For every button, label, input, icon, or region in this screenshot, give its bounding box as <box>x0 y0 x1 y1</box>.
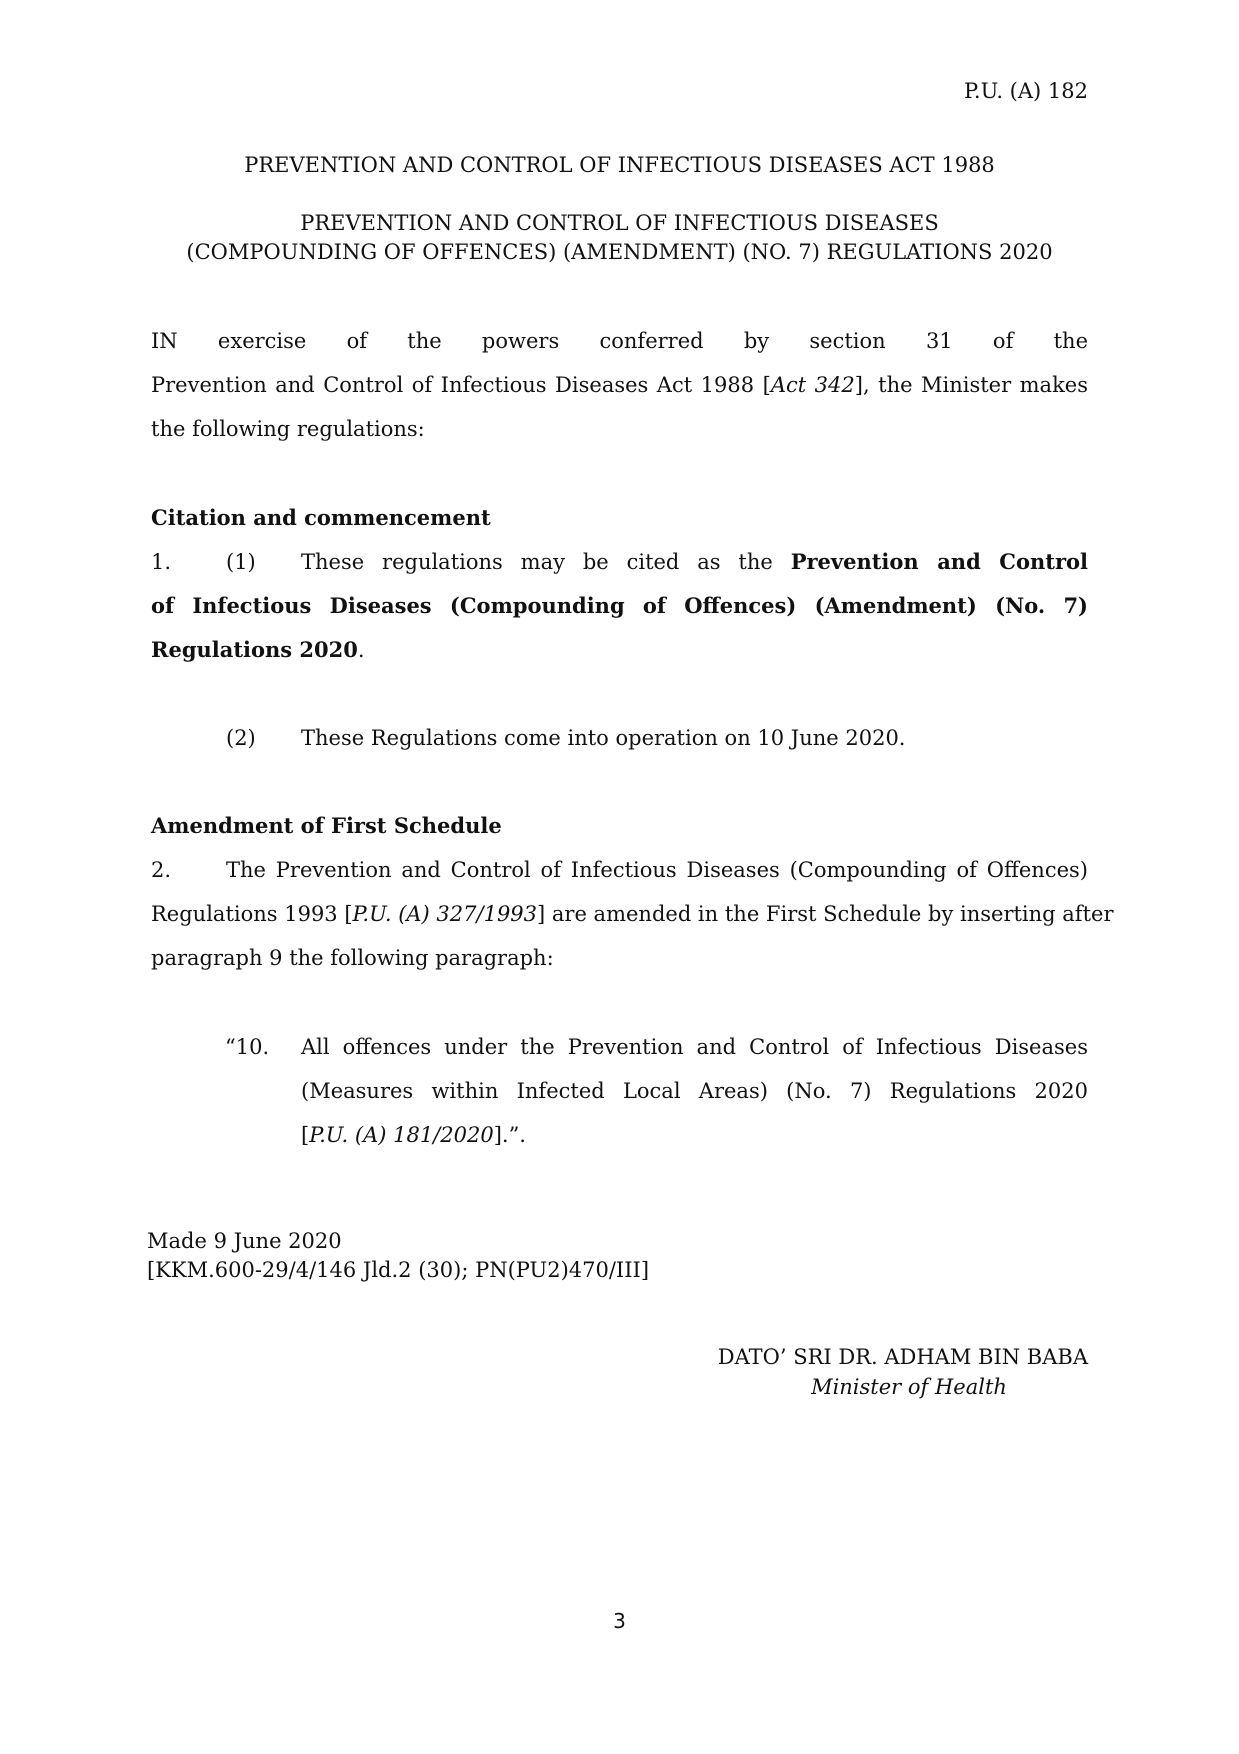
citation-text: These regulations may be cited as the <box>301 550 791 574</box>
section-2-line-3: paragraph 9 the following paragraph: <box>151 946 554 970</box>
quote-text: ].”. <box>493 1123 526 1147</box>
section-2-text: ] are amended in the First Schedule by inserting after <box>537 902 1114 926</box>
citation-title: Regulations 2020 <box>151 637 358 662</box>
section-2-line-1: The Prevention and Control of Infectious Diseases (Compounding of Offences) <box>226 858 1088 882</box>
preamble-text: Prevention and Control of Infectious Diseases Act 1988 [ <box>151 373 771 397</box>
citation-text: . <box>357 638 365 662</box>
subsection-2-text: These Regulations come into operation on 10 June 2020. <box>301 726 906 750</box>
file-reference: [KKM.600-29/4/146 Jld.2 (30); PN(PU2)470/III] <box>147 1258 650 1282</box>
regulation-reference: P.U. (A) 327/1993 <box>352 902 538 926</box>
quote-text: [ <box>301 1123 310 1147</box>
page-number: 3 <box>613 1609 626 1633</box>
section-1-heading: Citation and commencement <box>151 505 491 530</box>
section-1-number: 1. <box>151 550 172 574</box>
subsection-1-line-2: of Infectious Diseases (Compounding of Offences) (Amendment) (No. 7) <box>151 593 1088 618</box>
section-2-line-2 <box>151 899 1114 929</box>
inserted-paragraph-number: “10. <box>225 1035 270 1059</box>
citation-title: Prevention and Control <box>790 549 1088 574</box>
section-2-text: Regulations 1993 [ <box>151 902 353 926</box>
inserted-paragraph-line-3 <box>301 1120 526 1150</box>
made-date: Made 9 June 2020 <box>147 1229 342 1253</box>
section-2-heading: Amendment of First Schedule <box>151 813 502 838</box>
inserted-paragraph-line-2: (Measures within Infected Local Areas) (No. 7) Regulations 2020 <box>301 1079 1088 1103</box>
signatory-title: Minister of Health <box>811 1375 1007 1399</box>
inserted-paragraph-line-1: All offences under the Prevention and Control of Infectious Diseases <box>301 1035 1088 1059</box>
preamble-line-3: the following regulations: <box>151 417 425 441</box>
preamble-line-2 <box>151 370 1088 400</box>
signatory-name: DATO’ SRI DR. ADHAM BIN BABA <box>717 1345 1088 1369</box>
preamble-text: ], the Minister makes <box>854 373 1089 397</box>
regulation-title-line-1: PREVENTION AND CONTROL OF INFECTIOUS DISEASES <box>300 211 939 235</box>
act-number: Act 342 <box>770 373 855 397</box>
regulation-reference: P.U. (A) 181/2020 <box>309 1123 494 1147</box>
document-reference: P.U. (A) 182 <box>964 79 1088 103</box>
preamble-line-1: IN exercise of the powers conferred by section 31 of the <box>151 329 1088 353</box>
regulation-title-line-2: (COMPOUNDING OF OFFENCES) (AMENDMENT) (NO. 7) REGULATIONS 2020 <box>186 240 1053 264</box>
subsection-1-line-1 <box>301 547 1088 577</box>
subsection-1-number: (1) <box>226 550 256 574</box>
subsection-1-line-3 <box>151 635 365 665</box>
section-2-number: 2. <box>151 858 172 882</box>
act-title: PREVENTION AND CONTROL OF INFECTIOUS DISEASES ACT 1988 <box>244 153 995 177</box>
subsection-2-number: (2) <box>226 726 256 750</box>
